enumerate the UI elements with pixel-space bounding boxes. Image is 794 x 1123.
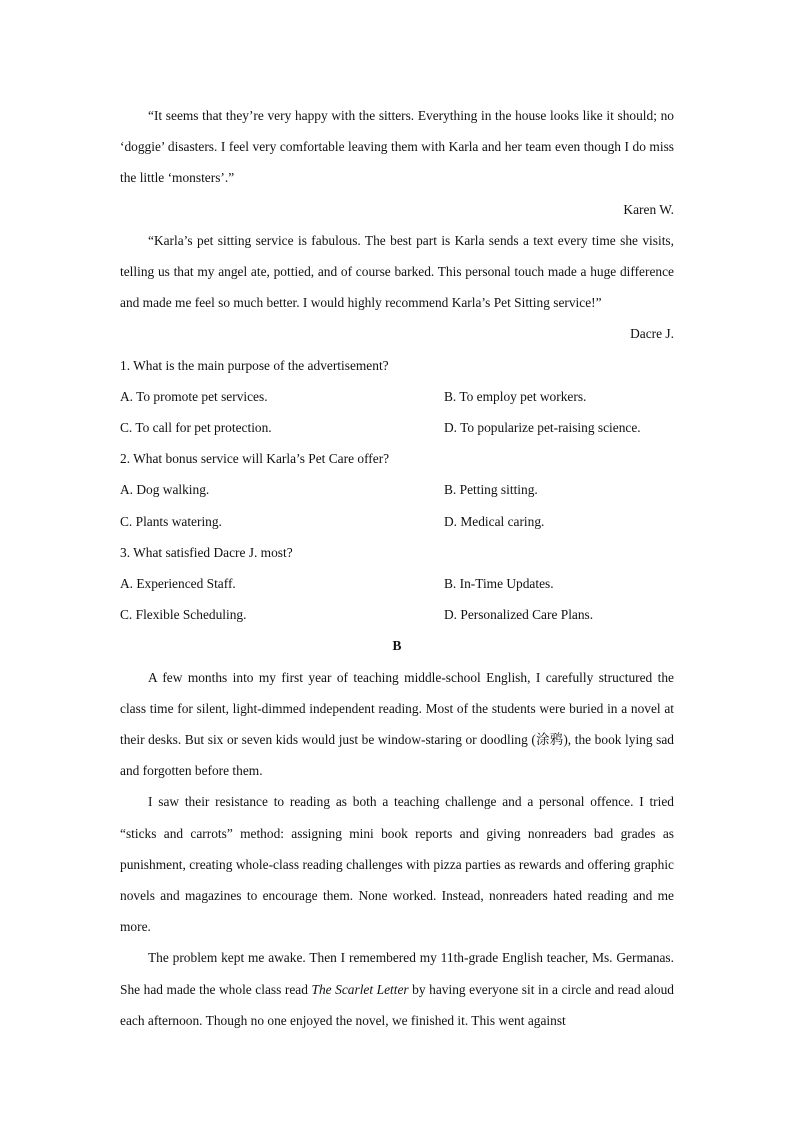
question-stem: 3. What satisfied Dacre J. most? xyxy=(120,544,293,560)
passage-paragraph-3 xyxy=(120,942,674,1036)
testimonial-dacre-author: Dacre J. xyxy=(630,326,674,342)
option-d: D. Personalized Care Plans. xyxy=(444,607,594,623)
question-2 xyxy=(120,443,674,537)
question-stem: 2. What bonus service will Karla’s Pet Care offer? xyxy=(120,451,390,467)
option-a: A. To promote pet services. xyxy=(120,388,268,404)
option-b: B. In-Time Updates. xyxy=(444,576,554,592)
testimonial-dacre-text: “Karla’s pet sitting service is fabulous. The best part is Karla sends a text every time she visits, telling us that my angel ate, pottied, and of course barked. This personal touch made a huge difference and made me feel so much better. I would highly recommend Karla’s Pet Sitting service!” xyxy=(120,232,674,311)
option-c: C. To call for pet protection. xyxy=(120,420,272,436)
passage-paragraph-1: A few months into my first year of teaching middle-school English, I carefully structured the class time for silent, light-dimmed independent reading. Most of the students were buried in a novel at their desks. But six or seven kids would just be window-staring or doodling (涂鸦), the book lying sad and forgotten before them. xyxy=(120,669,674,779)
question-stem: 1. What is the main purpose of the advertisement? xyxy=(120,357,389,373)
passage-paragraph-2: I saw their resistance to reading as both a teaching challenge and a personal offence. I tried “sticks and carrots” method: assigning mini book reports and giving nonreaders bad grades as punishment, creating whole-class reading challenges with pizza parties as rewards and offering graphic novels and magazines to encourage them. None worked. Instead, nonreaders hated reading and me more. xyxy=(120,794,674,935)
option-a: A. Experienced Staff. xyxy=(120,576,236,592)
option-b: B. Petting sitting. xyxy=(444,482,538,498)
question-3 xyxy=(120,537,674,631)
testimonial-karen-text: “It seems that they’re very happy with the sitters. Everything in the house looks like it should; no ‘doggie’ disasters. I feel very comfortable leaving them with Karla and her team even though I do miss the little ‘monsters’.” xyxy=(120,108,674,186)
section-heading: B xyxy=(392,638,402,654)
paragraph-text: The problem kept me awake. Then I remembered my 11th-grade English teacher, Ms. Germanas. She had made the whole class read xyxy=(120,950,674,997)
option-c: C. Plants watering. xyxy=(120,513,222,529)
option-a: A. Dog walking. xyxy=(120,482,210,498)
testimonial-karen-author: Karen W. xyxy=(623,201,674,217)
book-title: The Scarlet Letter xyxy=(311,981,409,997)
option-b: B. To employ pet workers. xyxy=(444,388,587,404)
option-d: D. To popularize pet-raising science. xyxy=(444,420,641,436)
paragraph-text: by having everyone sit in a circle and read aloud each afternoon. Though no one enjoyed the novel, we finished it. This went against xyxy=(120,981,674,1028)
document-page xyxy=(120,100,674,1036)
option-d: D. Medical caring. xyxy=(444,513,545,529)
option-c: C. Flexible Scheduling. xyxy=(120,607,247,623)
question-1 xyxy=(120,350,674,444)
